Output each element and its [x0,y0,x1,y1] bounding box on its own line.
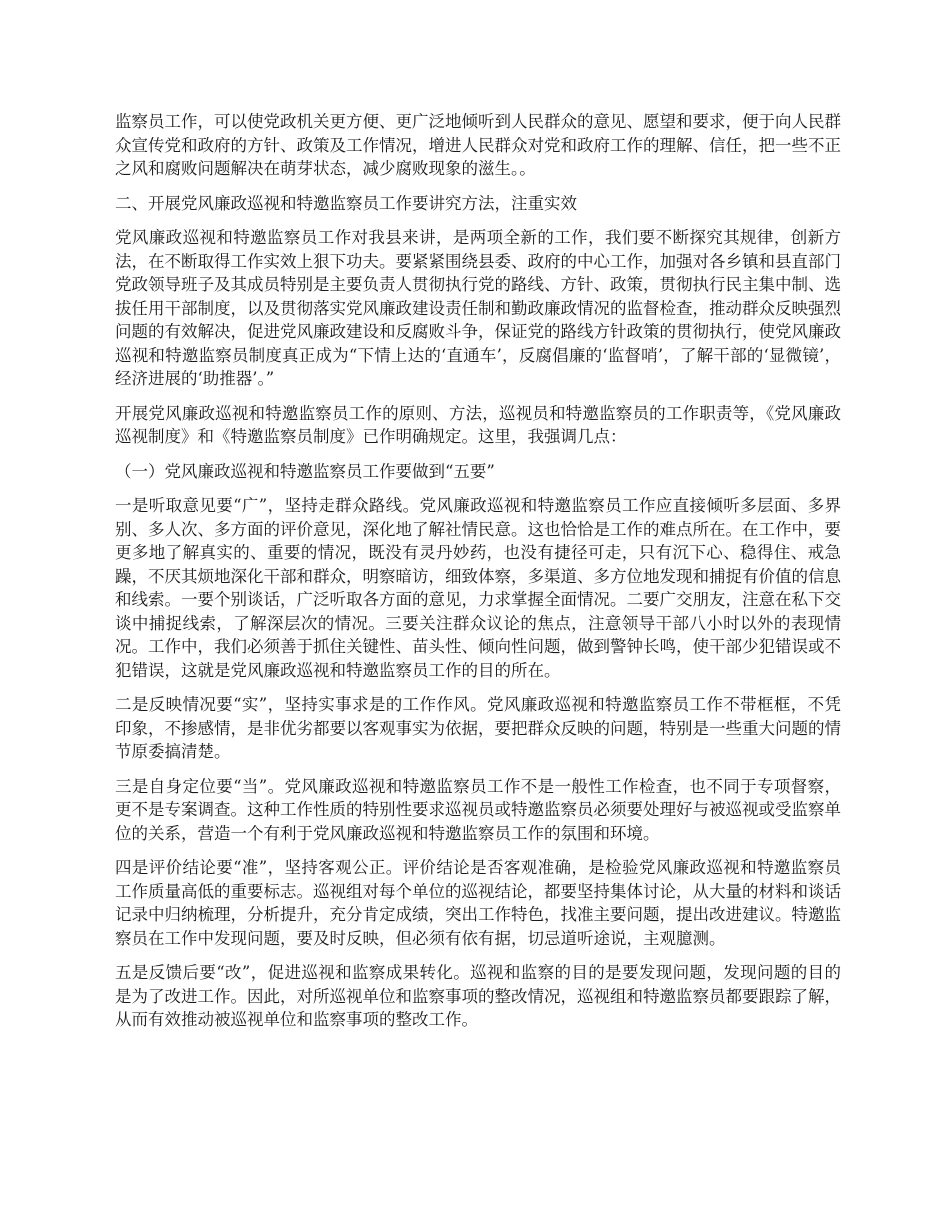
paragraph-section-2-overview: 党风廉政巡视和特邀监察员工作对我县来讲，是两项全新的工作，我们要不断探究其规律，创新方法，在不断取得工作实效上狠下功夫。要紧紧围绕县委、政府的中心工作，加强对各乡镇和县直部门党政领导班子及其成员特别是主要负责人贯彻执行党的路线、方针、政策，贯彻执行民主集中制、选拔任用干部制度，以及贯彻落实党风廉政建设责任制和勤政廉政情况的监督检查，推动群众反映强烈问题的有效解决，促进党风廉政建设和反腐败斗争，保证党的路线方针政策的贯彻执行，使党风廉政巡视和特邀监察员制度真正成为“下情上达的‘直通车’，反腐倡廉的‘监督哨’，了解干部的‘显微镜’，经济进展的‘助推器’。” [115,228,841,388]
paragraph-principles: 开展党风廉政巡视和特邀监察员工作的原则、方法，巡视员和特邀监察员的工作职责等，《党风廉政巡视制度》和《特邀监察员制度》已作明确规定。这里，我强调几点： [115,403,841,446]
subsection-heading-five-musts: （一）党风廉政巡视和特邀监察员工作要做到“五要” [115,461,495,481]
paragraph-point-5: 五是反馈后要“改”，促进巡视和监察成果转化。巡视和监察的目的是要发现问题，发现问题的目的是为了改进工作。因此，对所巡视单位和监察事项的整改情况，巡视组和特邀监察员都要跟踪了解，从而有效推动被巡视单位和监察事项的整改工作。 [115,963,841,1029]
paragraph-point-3: 三是自身定位要“当”。党风廉政巡视和特邀监察员工作不是一般性工作检查，也不同于专项督察，更不是专案调查。这种工作性质的特别性要求巡视员或特邀监察员必须要处理好与被巡视或受监察单位的关系，营造一个有利于党风廉政巡视和特邀监察员工作的氛围和环境。 [115,776,841,843]
document-body [115,110,841,1043]
section-heading-2: 二、开展党风廉政巡视和特邀监察员工作要讲究方法，注重实效 [115,193,577,213]
paragraph-intro-continuation: 监察员工作，可以使党政机关更方便、更广泛地倾听到人民群众的意见、愿望和要求，便于向人民群众宣传党和政府的方针、政策及工作情况，增进人民群众对党和政府工作的理解、信任，把一些不正之风和腐败问题解决在萌芽状态，减少腐败现象的滋生。。 [115,112,841,178]
paragraph-point-2: 二是反映情况要“实”，坚持实事求是的工作作风。党风廉政巡视和特邀监察员工作不带框框，不凭印象，不掺感情，是非优劣都要以客观事实为依据，要把群众反映的问题，特别是一些重大问题的情节原委搞清楚。 [115,695,841,761]
paragraph-point-4: 四是评价结论要“准”，坚持客观公正。评价结论是否客观准确，是检验党风廉政巡视和特邀监察员工作质量高低的重要标志。巡视组对每个单位的巡视结论，都要坚持集体讨论，从大量的材料和谈话记录中归纳梳理，分析提升，充分肯定成绩，突出工作特色，找准主要问题，提出改进建议。特邀监察员在工作中发现问题，要及时反映，但必须有依有据，切忌道听途说，主观臆测。 [115,858,841,948]
paragraph-point-1: 一是听取意见要“广”，坚持走群众路线。党风廉政巡视和特邀监察员工作应直接倾听多层面、多界别、多人次、多方面的评价意见，深化地了解社情民意。这也恰恰是工作的难点所在。在工作中，要更多地了解真实的、重要的情况，既没有灵丹妙药，也没有捷径可走，只有沉下心、稳得住、戒急躁，不厌其烦地深化干部和群众，明察暗访，细致体察，多渠道、多方位地发现和捕捉有价值的信息和线索。一要个别谈话，广泛听取各方面的意见，力求掌握全面情况。二要广交朋友，注意在私下交谈中捕捉线索，了解深层次的情况。三要关注群众议论的焦点，注意领导干部八小时以外的表现情况。工作中，我们必须善于抓住关键性、苗头性、倾向性问题，做到警钟长鸣，使干部少犯错误或不犯错误，这就是党风廉政巡视和特邀监察员工作的目的所在。 [115,496,841,680]
